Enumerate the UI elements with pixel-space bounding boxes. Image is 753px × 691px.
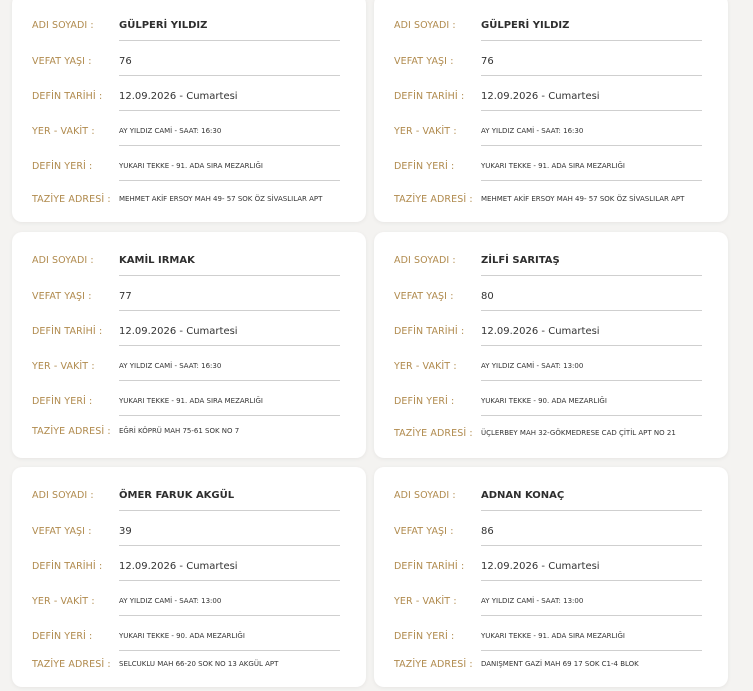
burial-label: DEFİN YERİ : (32, 395, 93, 407)
place-time-value: AY YILDIZ CAMİ - SAAT: 13:00 (481, 361, 584, 370)
divider (119, 615, 340, 616)
divider (119, 380, 340, 381)
date-row (394, 322, 708, 340)
age-label: VEFAT YAŞI : (394, 290, 454, 302)
divider (481, 615, 702, 616)
divider (119, 145, 340, 146)
name-value: ZİLFİ SARITAŞ (481, 254, 560, 266)
name-value: KAMİL IRMAK (119, 254, 195, 266)
name-row (32, 486, 346, 504)
place-time-value: AY YILDIZ CAMİ - SAAT: 13:00 (119, 596, 222, 605)
divider (481, 415, 702, 416)
condolence-label: TAZİYE ADRESİ : (32, 425, 111, 437)
date-label: DEFİN TARİHİ : (32, 90, 103, 102)
condolence-row (394, 420, 708, 446)
name-row (394, 16, 708, 34)
age-value: 80 (481, 290, 494, 302)
place-time-row (32, 357, 346, 375)
place-time-row (394, 592, 708, 610)
date-value: 12.09.2026 - Cumartesi (119, 325, 238, 337)
condolence-label: TAZİYE ADRESİ : (32, 658, 111, 670)
divider (481, 275, 702, 276)
condolence-label: TAZİYE ADRESİ : (32, 193, 111, 205)
divider (481, 650, 702, 651)
divider (119, 580, 340, 581)
divider (119, 275, 340, 276)
divider (119, 75, 340, 76)
place-time-label: YER - VAKİT : (394, 595, 457, 607)
place-time-label: YER - VAKİT : (394, 125, 457, 137)
condolence-row (32, 655, 346, 673)
obituary-card (12, 232, 366, 458)
date-label: DEFİN TARİHİ : (394, 90, 465, 102)
age-label: VEFAT YAŞI : (32, 290, 92, 302)
divider (119, 40, 340, 41)
divider (119, 310, 340, 311)
condolence-value: ÜÇLERBEY MAH 32-GÖKMEDRESE CAD ÇİTİL APT NO 21 (481, 428, 676, 437)
divider (481, 380, 702, 381)
divider (119, 180, 340, 181)
divider (481, 180, 702, 181)
burial-row (32, 157, 346, 175)
divider (481, 75, 702, 76)
date-value: 12.09.2026 - Cumartesi (481, 90, 600, 102)
burial-label: DEFİN YERİ : (394, 395, 455, 407)
divider (119, 650, 340, 651)
condolence-label: TAZİYE ADRESİ : (394, 193, 473, 205)
age-row (394, 52, 708, 70)
divider (119, 415, 340, 416)
condolence-value: MEHMET AKİF ERSOY MAH 49- 57 SOK ÖZ SİVASLILAR APT (119, 194, 323, 203)
date-value: 12.09.2026 - Cumartesi (481, 325, 600, 337)
obituary-card (374, 0, 728, 222)
burial-value: YUKARI TEKKE - 91. ADA SIRA MEZARLIĞI (119, 396, 263, 405)
date-label: DEFİN TARİHİ : (394, 325, 465, 337)
age-value: 86 (481, 525, 494, 537)
place-time-label: YER - VAKİT : (394, 360, 457, 372)
place-time-row (32, 122, 346, 140)
burial-label: DEFİN YERİ : (394, 160, 455, 172)
date-label: DEFİN TARİHİ : (32, 325, 103, 337)
age-row (32, 287, 346, 305)
date-row (32, 87, 346, 105)
age-label: VEFAT YAŞI : (394, 55, 454, 67)
age-value: 76 (119, 55, 132, 67)
date-row (32, 322, 346, 340)
age-row (394, 522, 708, 540)
date-value: 12.09.2026 - Cumartesi (119, 90, 238, 102)
name-row (394, 251, 708, 269)
burial-row (394, 392, 708, 410)
date-row (394, 557, 708, 575)
age-label: VEFAT YAŞI : (394, 525, 454, 537)
obituary-card (12, 0, 366, 222)
burial-value: YUKARI TEKKE - 90. ADA MEZARLIĞI (119, 631, 245, 640)
age-value: 76 (481, 55, 494, 67)
condolence-row (32, 420, 346, 442)
divider (481, 310, 702, 311)
obituary-card (374, 467, 728, 687)
place-time-row (394, 122, 708, 140)
burial-label: DEFİN YERİ : (32, 630, 93, 642)
place-time-row (394, 357, 708, 375)
burial-value: YUKARI TEKKE - 91. ADA SIRA MEZARLIĞI (481, 161, 625, 170)
name-label: ADI SOYADI : (394, 254, 456, 266)
date-value: 12.09.2026 - Cumartesi (119, 560, 238, 572)
condolence-label: TAZİYE ADRESİ : (394, 427, 473, 439)
condolence-value: SELCUKLU MAH 66-20 SOK NO 13 AKGÜL APT (119, 659, 279, 668)
condolence-row (32, 186, 346, 212)
divider (481, 145, 702, 146)
age-label: VEFAT YAŞI : (32, 525, 92, 537)
burial-row (394, 627, 708, 645)
condolence-row (394, 655, 708, 673)
date-label: DEFİN TARİHİ : (394, 560, 465, 572)
name-label: ADI SOYADI : (32, 254, 94, 266)
condolence-value: DANIŞMENT GAZİ MAH 69 17 SOK C1-4 BLOK (481, 659, 639, 668)
burial-label: DEFİN YERİ : (394, 630, 455, 642)
divider (481, 510, 702, 511)
date-row (394, 87, 708, 105)
divider (481, 580, 702, 581)
obituary-card (12, 467, 366, 687)
date-label: DEFİN TARİHİ : (32, 560, 103, 572)
divider (481, 110, 702, 111)
place-time-value: AY YILDIZ CAMİ - SAAT: 16:30 (119, 361, 222, 370)
date-value: 12.09.2026 - Cumartesi (481, 560, 600, 572)
age-row (394, 287, 708, 305)
burial-label: DEFİN YERİ : (32, 160, 93, 172)
condolence-value: EĞRİ KÖPRÜ MAH 75-61 SOK NO 7 (119, 426, 240, 435)
divider (119, 110, 340, 111)
condolence-value: MEHMET AKİF ERSOY MAH 49- 57 SOK ÖZ SİVASLILAR APT (481, 194, 685, 203)
name-value: ADNAN KONAÇ (481, 489, 565, 501)
name-value: GÜLPERİ YILDIZ (119, 19, 208, 31)
burial-value: YUKARI TEKKE - 91. ADA SIRA MEZARLIĞI (119, 161, 263, 170)
divider (481, 545, 702, 546)
place-time-value: AY YILDIZ CAMİ - SAAT: 16:30 (119, 126, 222, 135)
place-time-label: YER - VAKİT : (32, 595, 95, 607)
name-value: ÖMER FARUK AKGÜL (119, 489, 235, 501)
divider (119, 545, 340, 546)
date-row (32, 557, 346, 575)
condolence-row (394, 186, 708, 212)
age-value: 39 (119, 525, 132, 537)
age-row (32, 52, 346, 70)
place-time-value: AY YILDIZ CAMİ - SAAT: 16:30 (481, 126, 584, 135)
place-time-label: YER - VAKİT : (32, 125, 95, 137)
divider (119, 345, 340, 346)
burial-value: YUKARI TEKKE - 91. ADA SIRA MEZARLIĞI (481, 631, 625, 640)
condolence-label: TAZİYE ADRESİ : (394, 658, 473, 670)
divider (119, 510, 340, 511)
burial-row (394, 157, 708, 175)
name-label: ADI SOYADI : (394, 19, 456, 31)
name-row (32, 16, 346, 34)
place-time-value: AY YILDIZ CAMİ - SAAT: 13:00 (481, 596, 584, 605)
name-row (394, 486, 708, 504)
divider (481, 40, 702, 41)
place-time-label: YER - VAKİT : (32, 360, 95, 372)
name-value: GÜLPERİ YILDIZ (481, 19, 570, 31)
burial-row (32, 392, 346, 410)
place-time-row (32, 592, 346, 610)
age-row (32, 522, 346, 540)
name-label: ADI SOYADI : (394, 489, 456, 501)
name-label: ADI SOYADI : (32, 19, 94, 31)
age-label: VEFAT YAŞI : (32, 55, 92, 67)
age-value: 77 (119, 290, 132, 302)
obituary-card (374, 232, 728, 458)
name-row (32, 251, 346, 269)
name-label: ADI SOYADI : (32, 489, 94, 501)
burial-row (32, 627, 346, 645)
burial-value: YUKARI TEKKE - 90. ADA MEZARLIĞI (481, 396, 607, 405)
divider (481, 345, 702, 346)
